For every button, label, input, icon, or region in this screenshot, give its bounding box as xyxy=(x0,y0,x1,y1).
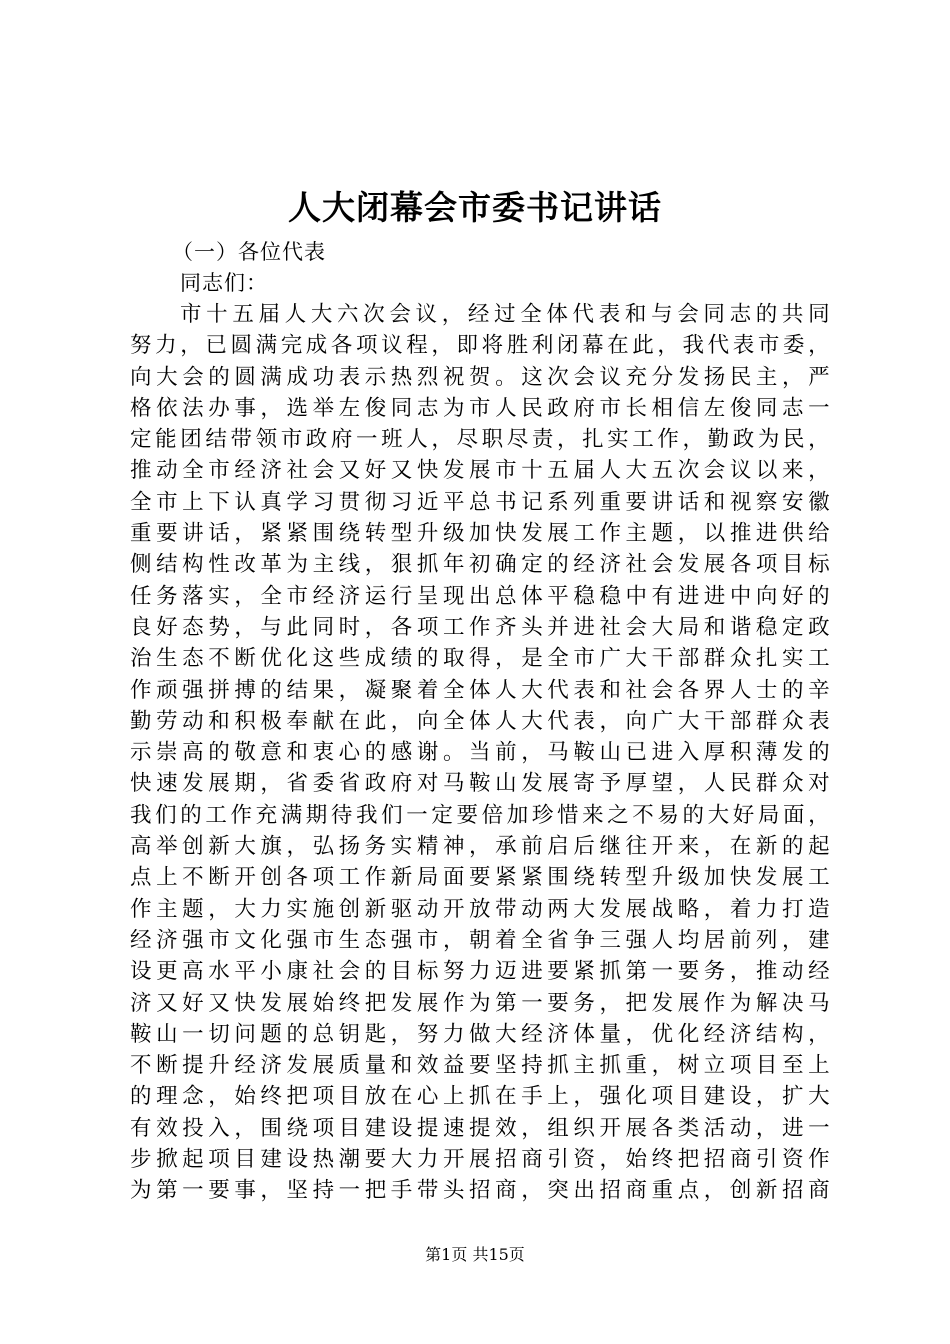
body-line: 快速发展期，省委省政府对马鞍山发展寄予厚望，人民群众对 xyxy=(130,771,830,797)
body-line: 点上不断开创各项工作新局面要紧紧围绕转型升级加快发展工 xyxy=(130,865,830,891)
body-line: 鞍山一切问题的总钥匙，努力做大经济体量，优化经济结构， xyxy=(130,1021,830,1047)
body-line: 任务落实，全市经济运行呈现出总体平稳稳中有进进中向好的 xyxy=(130,583,830,609)
body-line: 重要讲话，紧紧围绕转型升级加快发展工作主题，以推进供给 xyxy=(130,521,830,547)
body-paragraph xyxy=(130,299,830,1207)
body-line: 格依法办事，选举左俊同志为市人民政府市长相信左俊同志一 xyxy=(130,395,830,421)
body-line: 示崇高的敬意和衷心的感谢。当前，马鞍山已进入厚积薄发的 xyxy=(130,740,830,766)
body-line: 定能团结带领市政府一班人，尽职尽责，扎实工作，勤政为民， xyxy=(130,427,830,453)
body-line: 有效投入，围绕项目建设提速提效，组织开展各类活动，进一 xyxy=(130,1115,830,1141)
body-line: 向大会的圆满成功表示热烈祝贺。这次会议充分发扬民主，严 xyxy=(130,364,830,390)
page-footer: 第1页 共15页 xyxy=(425,1245,525,1264)
body-line: 市十五届人大六次会议，经过全体代表和与会同志的共同 xyxy=(180,302,830,327)
body-line: 为第一要事，坚持一把手带头招商，突出招商重点，创新招商 xyxy=(130,1178,830,1204)
body-line: 努力，已圆满完成各项议程，即将胜利闭幕在此，我代表市委， xyxy=(130,333,830,359)
body-line: 不断提升经济发展质量和效益要坚持抓主抓重，树立项目至上 xyxy=(130,1053,830,1079)
body-line: 侧结构性改革为主线，狠抓年初确定的经济社会发展各项目标 xyxy=(130,552,830,578)
section-heading: （一）各位代表 xyxy=(172,240,326,264)
body-line: 全市上下认真学习贯彻习近平总书记系列重要讲话和视察安徽 xyxy=(130,489,830,515)
body-line: 推动全市经济社会又好又快发展市十五届人大五次会议以来， xyxy=(130,458,830,484)
body-line: 的理念，始终把项目放在心上抓在手上，强化项目建设，扩大 xyxy=(130,1084,830,1110)
salutation: 同志们： xyxy=(180,271,268,295)
body-line: 济又好又快发展始终把发展作为第一要务，把发展作为解决马 xyxy=(130,990,830,1016)
body-line: 作顽强拼搏的结果，凝聚着全体人大代表和社会各界人士的辛 xyxy=(130,677,830,703)
body-line: 作主题，大力实施创新驱动开放带动两大发展战略，着力打造 xyxy=(130,896,830,922)
body-line: 设更高水平小康社会的目标努力迈进要紧抓第一要务，推动经 xyxy=(130,959,830,985)
body-line: 经济强市文化强市生态强市，朝着全省争三强人均居前列，建 xyxy=(130,927,830,953)
body-line: 良好态势，与此同时，各项工作齐头并进社会大局和谐稳定政 xyxy=(130,614,830,640)
body-line: 步掀起项目建设热潮要大力开展招商引资，始终把招商引资作 xyxy=(130,1147,830,1173)
body-line: 高举创新大旗，弘扬务实精神，承前启后继往开来，在新的起 xyxy=(130,834,830,860)
body-line: 治生态不断优化这些成绩的取得，是全市广大干部群众扎实工 xyxy=(130,646,830,672)
body-line: 勤劳动和积极奉献在此，向全体人大代表，向广大干部群众表 xyxy=(130,708,830,734)
document-title: 人大闭幕会市委书记讲话 xyxy=(288,188,662,227)
body-line: 我们的工作充满期待我们一定要倍加珍惜来之不易的大好局面， xyxy=(130,802,830,828)
